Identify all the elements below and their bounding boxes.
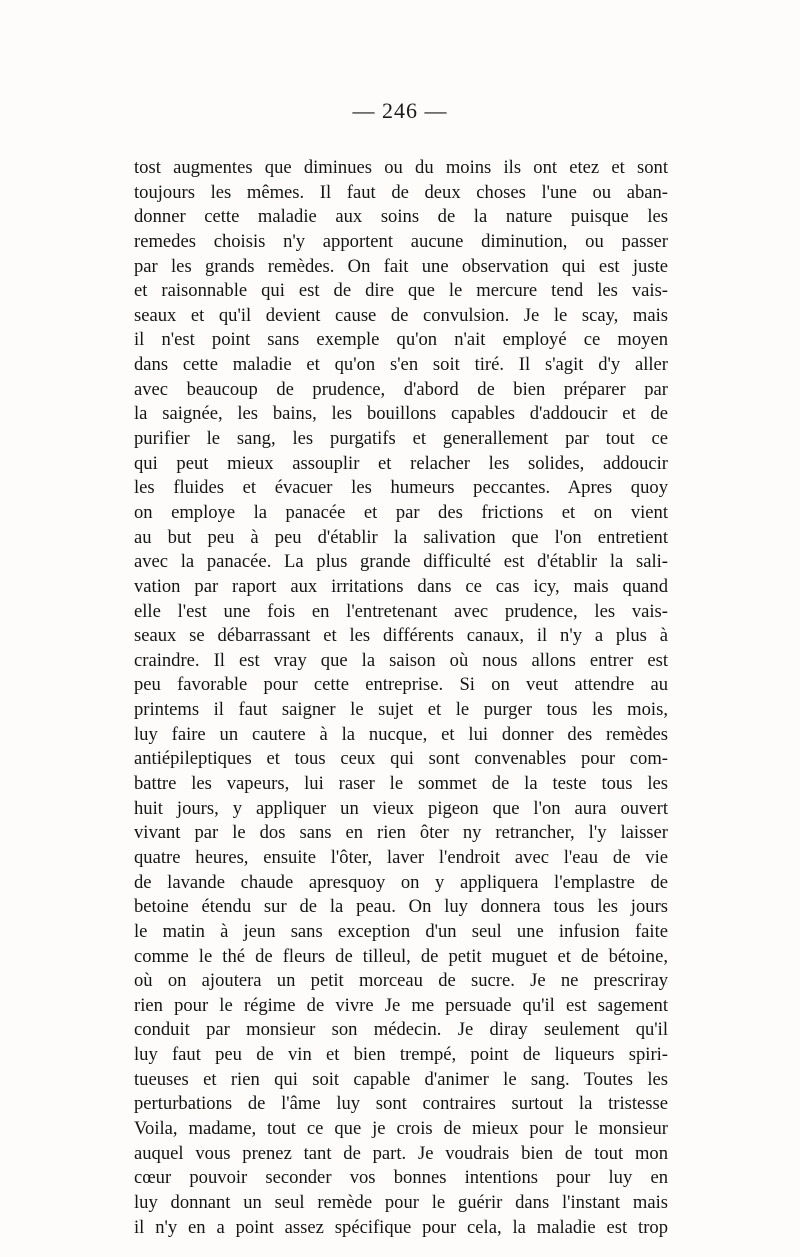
text-line: tueuses et rien qui soit capable d'animer le sang. Toutes les — [134, 1068, 668, 1090]
text-line: il n'y en a point assez spécifique pour cela, la maladie est trop — [134, 1216, 668, 1238]
text-line: cœur pouvoir seconder vos bonnes intentions pour luy en — [134, 1167, 668, 1189]
text-line: vivant par le dos sans en rien ôter ny retrancher, l'y laisser — [134, 822, 668, 844]
text-line: tost augmentes que diminues ou du moins ils ont etez et sont — [134, 157, 668, 178]
text-line: quatre heures, ensuite l'ôter, laver l'endroit avec l'eau de vie — [134, 846, 668, 868]
text-line: toujours les mêmes. Il faut de deux choses l'une ou aban- — [134, 181, 668, 203]
text-line: par les grands remèdes. On fait une observation qui est juste — [134, 255, 668, 277]
text-line: qui peut mieux assouplir et relacher les solides, addoucir — [134, 452, 668, 474]
text-line: peu favorable pour cette entreprise. Si on veut attendre au — [134, 674, 668, 696]
text-line: de lavande chaude apresquoy on y appliquera l'emplastre de — [134, 871, 668, 893]
text-line: antiépileptiques et tous ceux qui sont convenables pour com- — [134, 748, 668, 770]
text-line: on employe la panacée et par des frictions et on vient — [134, 501, 668, 523]
text-line: craindre. Il est vray que la saison où nous allons entrer est — [134, 649, 668, 671]
text-line: rien pour le régime de vivre Je me persuade qu'il est sagement — [134, 994, 668, 1016]
text-line: donner cette maladie aux soins de la nature puisque les — [134, 206, 668, 228]
text-line: où on ajoutera un petit morceau de sucre. Je ne prescriray — [134, 970, 668, 992]
text-line: battre les vapeurs, lui raser le sommet de la teste tous les — [134, 773, 668, 795]
body-text — [134, 156, 668, 1240]
text-line: le matin à jeun sans exception d'un seul une infusion faite — [134, 920, 668, 942]
text-line: il n'est point sans exemple qu'on n'ait employé ce moyen — [134, 329, 668, 351]
text-line: vation par raport aux irritations dans ce cas icy, mais quand — [134, 575, 668, 597]
text-line: perturbations de l'âme luy sont contraires surtout la tristesse — [134, 1093, 668, 1115]
text-line: seaux et qu'il devient cause de convulsion. Je le scay, mais — [134, 304, 668, 326]
text-line: auquel vous prenez tant de part. Je voudrais bien de tout mon — [134, 1142, 668, 1164]
text-line: betoine étendu sur de la peau. On luy donnera tous les jours — [134, 896, 668, 918]
text-line: luy faire un cautere à la nucque, et lui donner des remèdes — [134, 723, 668, 745]
text-line: avec la panacée. La plus grande difficulté est d'établir la sali- — [134, 551, 668, 573]
text-line: au but peu à peu d'établir la salivation que l'on entretient — [134, 526, 668, 548]
page-number: — 246 — — [352, 98, 448, 123]
text-line: luy faut peu de vin et bien trempé, point de liqueurs spiri- — [134, 1044, 668, 1066]
text-line: remedes choisis n'y apportent aucune diminution, ou passer — [134, 230, 668, 252]
text-line: huit jours, y appliquer un vieux pigeon que l'on aura ouvert — [134, 797, 668, 819]
text-line: luy donnant un seul remède pour le guérir dans l'instant mais — [134, 1191, 668, 1213]
text-line: seaux se débarrassant et les différents canaux, il n'y a plus à — [134, 625, 668, 647]
text-line: avec beaucoup de prudence, d'abord de bien préparer par — [134, 378, 668, 400]
text-line: les fluides et évacuer les humeurs peccantes. Apres quoy — [134, 477, 668, 499]
text-line: purifier le sang, les purgatifs et generallement par tout ce — [134, 428, 668, 450]
text-line: la saignée, les bains, les bouillons capables d'addoucir et de — [134, 403, 668, 425]
text-line: Voila, madame, tout ce que je crois de mieux pour le monsieur — [134, 1117, 668, 1139]
text-line: et raisonnable qui est de dire que le mercure tend les vais- — [134, 280, 668, 302]
text-line: comme le thé de fleurs de tilleul, de petit muguet et de bétoine, — [134, 945, 668, 967]
text-line: printems il faut saigner le sujet et le purger tous les mois, — [134, 699, 668, 721]
text-line: dans cette maladie et qu'on s'en soit tiré. Il s'agit d'y aller — [134, 354, 668, 376]
text-line: elle l'est une fois en l'entretenant avec prudence, les vais- — [134, 600, 668, 622]
text-line: conduit par monsieur son médecin. Je diray seulement qu'il — [134, 1019, 668, 1041]
